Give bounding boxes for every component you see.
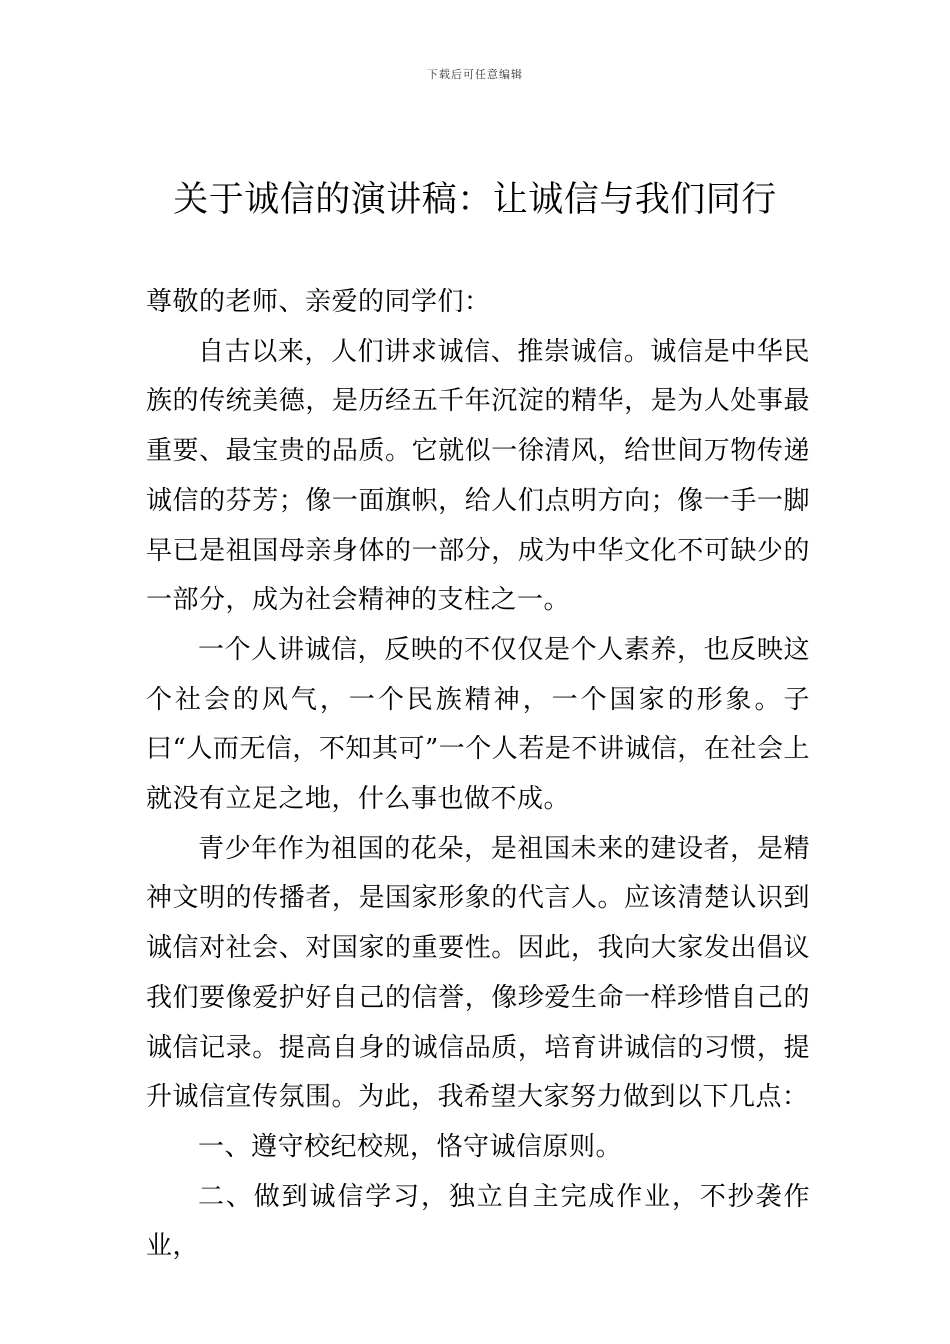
paragraph: 自古以来，人们讲求诚信、推崇诚信。诚信是中华民族的传统美德，是历经五千年沉淀的精华，是为人处事最重要、最宝贵的品质。它就似一徐清风，给世间万物传递诚信的芬芳；像一面旗帜，给人们点明方向；像一手一脚早已是祖国母亲身体的一部分，成为中华文化不可缺少的一部分，成为社会精神的支柱之一。	[146, 336, 810, 616]
salutation: 尊敬的老师、亲爱的同学们：	[146, 287, 491, 317]
paragraph: 一个人讲诚信，反映的不仅仅是个人素养，也反映这个社会的风气，一个民族精神，一个国家的形象。子曰“人而无信，不知其可”一个人若是不讲诚信，在社会上就没有立足之地，什么事也做不成。	[146, 634, 810, 815]
header-note: 下载后可任意编辑	[427, 68, 523, 81]
document-body	[146, 278, 810, 1272]
document-title: 关于诚信的演讲稿：让诚信与我们同行	[173, 180, 777, 220]
list-item: 一、遵守校纪校规，恪守诚信原则。	[198, 1131, 623, 1162]
list-item: 二、做到诚信学习，独立自主完成作业，不抄袭作业，	[146, 1181, 810, 1262]
paragraph: 青少年作为祖国的花朵，是祖国未来的建设者，是精神文明的传播者，是国家形象的代言人。应该清楚认识到诚信对社会、对国家的重要性。因此，我向大家发出倡议我们要像爱护好自己的信誉，像珍爱生命一样珍惜自己的诚信记录。提高自身的诚信品质，培育讲诚信的习惯，提升诚信宣传氛围。为此，我希望大家努力做到以下几点：	[146, 833, 810, 1113]
